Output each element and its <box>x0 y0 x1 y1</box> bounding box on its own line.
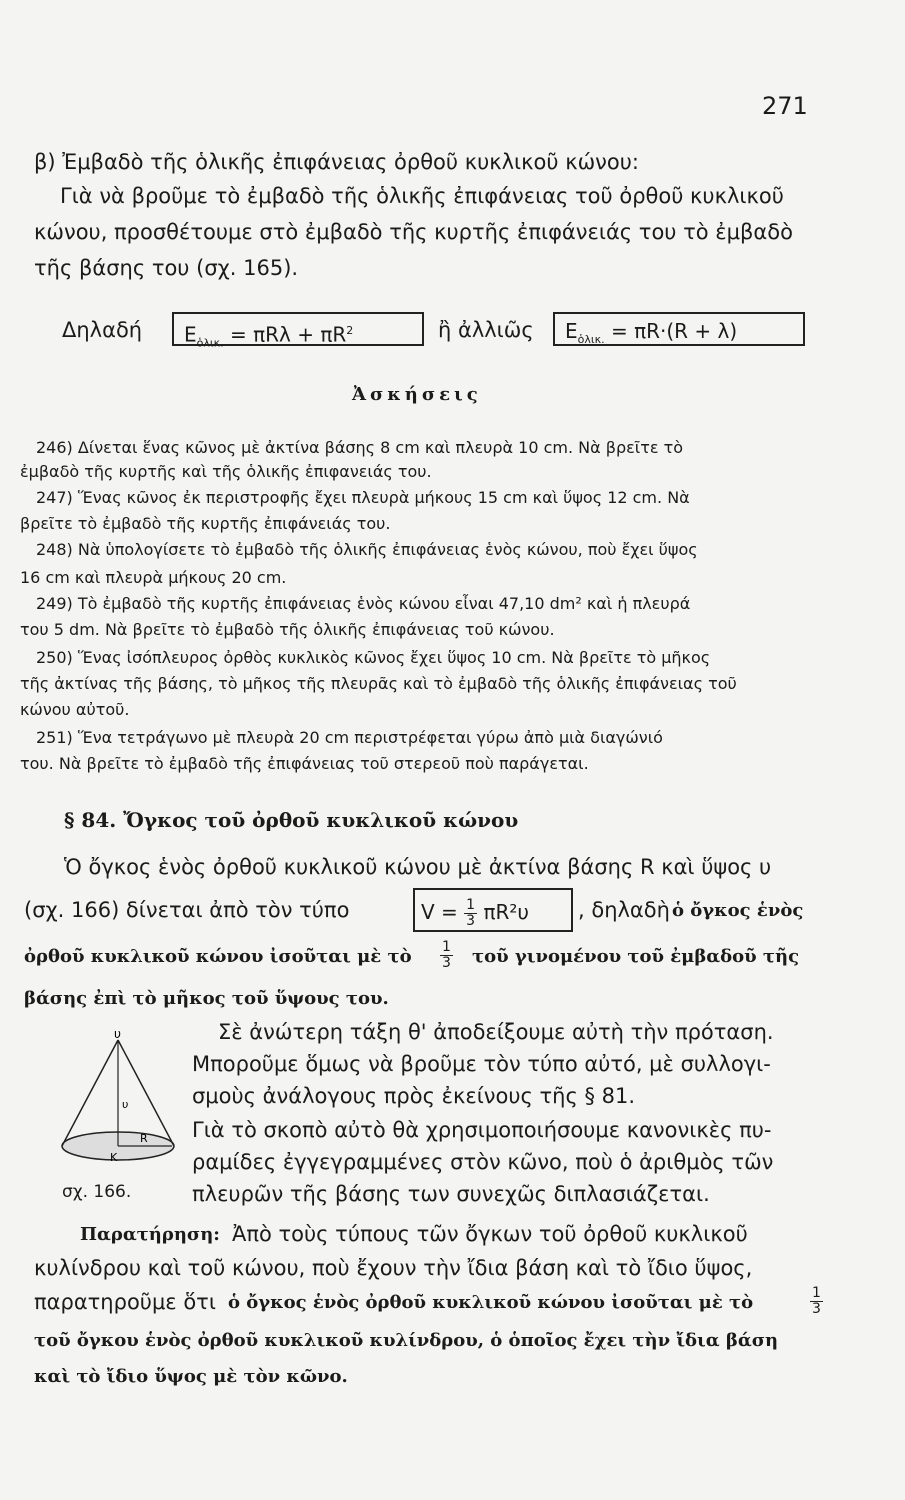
label-k: K <box>110 1151 118 1164</box>
exercise-250-line3: κώνου αὐτοῦ. <box>20 700 130 719</box>
section-p1-line3-bold-b: τοῦ γινομένου τοῦ ἐμβαδοῦ τῆς <box>472 946 800 967</box>
or-text: ἢ ἀλλιῶς <box>438 318 534 342</box>
cone-figure <box>56 1028 184 1178</box>
exercise-251-line2: του. Νὰ βρεῖτε τὸ ἐμβαδὸ τῆς ἐπιφάνειας τοῦ στερεοῦ ποὺ παράγεται. <box>20 754 589 773</box>
remark-line2: κυλίνδρου καὶ τοῦ κώνου, ποὺ ἔχουν τὴν ἴδια βάση καὶ τὸ ἴδιο ὕψος, <box>34 1256 753 1280</box>
exercise-250-line1: 250) Ἕνας ἰσόπλευρος ὀρθὸς κυκλικὸς κῶνος ἔχει ὕψος 10 cm. Νὰ βρεῖτε τὸ μῆκος <box>36 648 711 667</box>
proof-line6: πλευρῶν τῆς βάσης των συνεχῶς διπλασιάζεται. <box>192 1182 710 1206</box>
part-b-title: β) Ἐμβαδὸ τῆς ὁλικῆς ἐπιφάνειας ὀρθοῦ κυκλικοῦ κώνου: <box>34 150 639 174</box>
section-fraction <box>440 940 453 971</box>
remark-line3-pre: παρατηροῦμε ὅτι <box>34 1290 216 1314</box>
section-p1-line2-pre: (σχ. 166) δίνεται ἀπὸ τὸν τύπο <box>24 898 350 922</box>
exercise-248-line1: 248) Νὰ ὑπολογίσετε τὸ ἐμβαδὸ τῆς ὁλικῆς ἐπιφάνειας ἑνὸς κώνου, ποὺ ἔχει ὕψος <box>36 540 698 559</box>
f1-sup: 2 <box>346 324 354 337</box>
section-p1-line1: Ὁ ὄγκος ἑνὸς ὀρθοῦ κυκλικοῦ κώνου μὲ ἀκτίνα βάσης R καὶ ὕψος υ <box>64 855 772 879</box>
formula-lead: Δηλαδή <box>62 318 143 342</box>
vf-fraction <box>464 898 477 929</box>
f2-symbol: E <box>565 319 578 343</box>
section-frac-num: 1 <box>442 939 451 955</box>
exercise-247-line2: βρεῖτε τὸ ἐμβαδὸ τῆς κυρτῆς ἐπιφάνειάς του. <box>20 514 391 533</box>
remark-line3-bold: ὁ ὄγκος ἑνὸς ὀρθοῦ κυκλικοῦ κώνου ἰσοῦται μὲ τὸ <box>228 1292 754 1313</box>
exercise-247-line1: 247) Ἕνας κῶνος ἐκ περιστροφῆς ἔχει πλευρὰ μήκους 15 cm καὶ ὕψος 12 cm. Νὰ <box>36 488 690 507</box>
section-p1-line2-post: , δηλαδὴ <box>578 898 670 922</box>
exercise-251-line1: 251) Ἕνα τετράγωνο μὲ πλευρὰ 20 cm περιστρέφεται γύρω ἀπὸ μιὰ διαγώνιό <box>36 728 663 747</box>
vf-lhs: V = <box>421 900 458 924</box>
proof-line1: Σὲ ἀνώτερη τάξη θ' ἀποδείξουμε αὐτὴ τὴν πρόταση. <box>218 1020 774 1044</box>
f1-sub: ὁλικ. <box>196 336 224 350</box>
exercise-249-line2: του 5 dm. Νὰ βρεῖτε τὸ ἐμβαδὸ τῆς ὁλικῆς ἐπιφάνειας τοῦ κώνου. <box>20 620 555 639</box>
remark-line4-bold: τοῦ ὄγκου ἑνὸς ὀρθοῦ κυκλικοῦ κυλίνδρου, ὁ ὁποῖος ἔχει τὴν ἴδια βάση <box>34 1330 779 1351</box>
vf-frac-num: 1 <box>466 897 476 913</box>
remark-frac-den: 3 <box>812 1301 821 1317</box>
proof-line2: Μποροῦμε ὅμως νὰ βροῦμε τὸν τύπο αὐτό, μὲ συλλογι- <box>192 1052 771 1076</box>
exercises-heading: Ἀσκήσεις <box>352 384 482 405</box>
section-p1-line4-bold: βάσης ἐπὶ τὸ μῆκος τοῦ ὕψους του. <box>24 988 389 1009</box>
remark-line5-bold: καὶ τὸ ἴδιο ὕψος μὲ τὸν κῶνο. <box>34 1366 348 1387</box>
f1-rhs: = πRλ + πR <box>229 322 347 347</box>
proof-line5: ραμίδες ἐγγεγραμμένες στὸν κῶνο, ποὺ ὁ ἀριθμὸς τῶν <box>192 1150 774 1174</box>
remark-fraction <box>810 1286 823 1317</box>
proof-line3: σμοὺς ἀνάλογους πρὸς ἐκείνους τῆς § 81. <box>192 1084 636 1108</box>
total-area-formula-box <box>172 312 424 350</box>
total-area-alt-formula-box <box>553 312 805 346</box>
vf-frac-den: 3 <box>466 913 476 929</box>
cone-right-edge <box>118 1040 174 1146</box>
label-height: υ <box>122 1098 129 1111</box>
part-b-line2: Γιὰ νὰ βροῦμε τὸ ἐμβαδὸ τῆς ὁλικῆς ἐπιφάνειας τοῦ ὀρθοῦ κυκλικοῦ <box>60 184 784 208</box>
f2-sub: ὁλικ. <box>577 333 605 346</box>
remark-label: Παρατήρηση: <box>80 1224 220 1245</box>
part-b-line3: κώνου, προσθέτουμε στὸ ἐμβαδὸ τῆς κυρτῆς ἐπιφάνειάς του τὸ ἐμβαδὸ <box>34 220 793 244</box>
section-p1-line3-bold-a: ὀρθοῦ κυκλικοῦ κώνου ἰσοῦται μὲ τὸ <box>24 946 412 967</box>
section-frac-den: 3 <box>442 955 451 971</box>
cone-left-edge <box>62 1040 118 1146</box>
exercise-250-line2: τῆς ἀκτίνας τῆς βάσης, τὸ μῆκος τῆς πλευρᾶς καὶ τὸ ἐμβαδὸ τῆς ὁλικῆς ἐπιφάνειας τοῦ <box>20 674 737 693</box>
vf-rhs: πR²υ <box>483 900 529 924</box>
page-number: 271 <box>762 92 808 120</box>
section-p1-line2-bold: ὁ ὄγκος ἑνὸς <box>672 900 804 921</box>
f2-rhs: = πR·(R + λ) <box>610 319 738 343</box>
remark-frac-num: 1 <box>812 1285 821 1301</box>
volume-formula-box <box>413 888 573 932</box>
exercise-249-line1: 249) Τὸ ἐμβαδὸ τῆς κυρτῆς ἐπιφάνειας ἑνὸς κώνου εἶναι 47,10 dm² καὶ ἡ πλευρά <box>36 594 691 613</box>
figure-caption: σχ. 166. <box>62 1182 132 1202</box>
remark-line1: Ἀπὸ τοὺς τύπους τῶν ὄγκων τοῦ ὀρθοῦ κυκλικοῦ <box>232 1222 748 1246</box>
exercise-246-line2: ἐμβαδὸ τῆς κυρτῆς καὶ τῆς ὁλικῆς ἐπιφανειάς του. <box>20 462 432 481</box>
part-b-line4: τῆς βάσης του (σχ. 165). <box>34 256 299 280</box>
proof-line4: Γιὰ τὸ σκοπὸ αὐτὸ θὰ χρησιμοποιήσουμε κανονικὲς πυ- <box>192 1118 772 1142</box>
label-apex: υ <box>114 1028 121 1041</box>
exercise-246-line1: 246) Δίνεται ἕνας κῶνος μὲ ἀκτίνα βάσης 8 cm καὶ πλευρὰ 10 cm. Νὰ βρεῖτε τὸ <box>36 438 683 457</box>
section-title: § 84. Ὄγκος τοῦ ὀρθοῦ κυκλικοῦ κώνου <box>64 808 519 832</box>
exercise-248-line2: 16 cm καὶ πλευρὰ μήκους 20 cm. <box>20 568 287 587</box>
f1-symbol: E <box>184 322 197 347</box>
label-r: R <box>140 1132 148 1145</box>
